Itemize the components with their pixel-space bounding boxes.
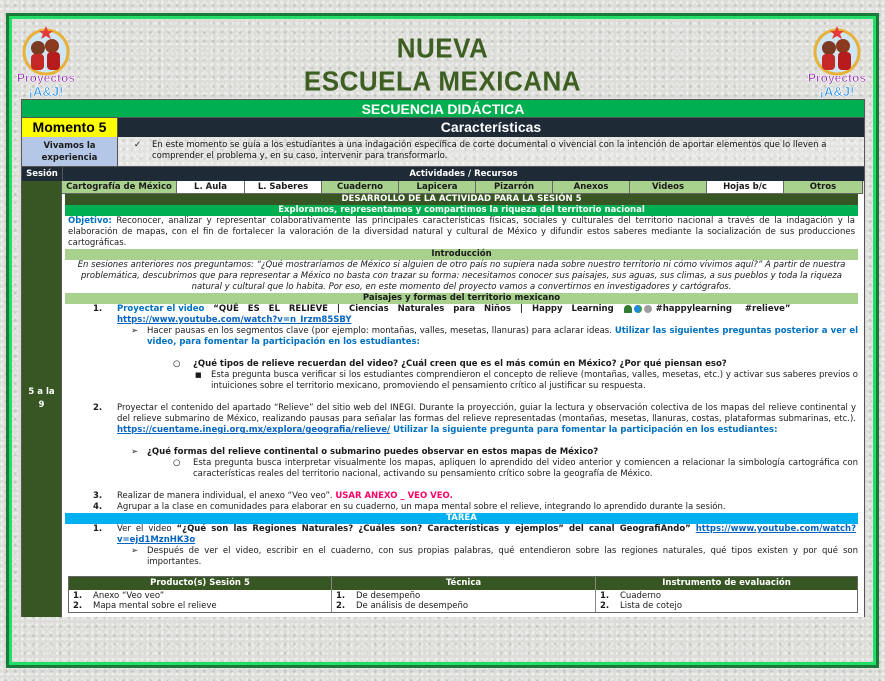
- svg-text:¡A&J!: ¡A&J!: [819, 84, 855, 99]
- resource-cartografia: Cartografía de México: [62, 181, 177, 194]
- product-text: Mapa mental sobre el relieve: [93, 601, 217, 611]
- svg-text:¡A&J!: ¡A&J!: [28, 84, 64, 99]
- technique-cell: [332, 590, 596, 612]
- step-4-text: Agrupar a la clase en comunidades para elaborar en su cuaderno, un mapa mental sobre el relieve, integrando lo aprendido durante la sesión.: [117, 502, 726, 512]
- product-num: 1.: [73, 591, 83, 601]
- resource-anexos: Anexos: [553, 181, 630, 194]
- vivamos-label-line2: experiencia: [41, 152, 98, 163]
- resource-hojas: Hojas b/c: [707, 181, 784, 194]
- resource-cuaderno: Cuaderno: [322, 181, 399, 194]
- momento-label: Momento 5: [22, 118, 118, 137]
- actividades-header-row: [21, 167, 865, 181]
- evaluation-body-row: [69, 590, 857, 612]
- homework-video-title: “¿Qué son las Regiones Naturales? ¿Cuáles son? Características y ejemplos” del canal GeografiAndo”: [176, 524, 691, 534]
- intro-header: Introducción: [65, 249, 858, 260]
- instrument-text: Cuaderno: [620, 591, 662, 601]
- arrow-bullet-icon: ➢: [131, 546, 139, 556]
- technique-text: De análisis de desempeño: [356, 601, 469, 611]
- development-header: DESARROLLO DE LA ACTIVIDAD PARA LA SESIÓN 5: [65, 194, 858, 205]
- step-1-number: 1.: [93, 304, 103, 314]
- instrument-num: 1.: [600, 591, 610, 601]
- development-body: [62, 194, 864, 617]
- tree-icon: [624, 305, 632, 313]
- instrument-item: [600, 601, 857, 611]
- instrument-num: 2.: [600, 601, 610, 611]
- step-1: [65, 304, 858, 326]
- step-1-bullet-highlight: Utilizar las siguientes preguntas posterior a ver el video, para fomentar la participación en los estudiantes:: [147, 326, 858, 347]
- objective-text: Reconocer, analizar y representar colaborativamente las principales características físicas, sociales y culturales del territorio nacional a través de la indagación y la elaboración de mapas, con el fin de fortalecer la valoración de la diversidad natural y cultural de México y difundir estos saberes mediante la socialización de sus producciones cartográficas.: [68, 216, 855, 248]
- step-2-question-note: [65, 458, 858, 480]
- step-2: [65, 403, 858, 436]
- objective-paragraph: [65, 216, 858, 249]
- homework-header: TAREA: [65, 513, 858, 524]
- square-bullet-icon: ■: [195, 371, 202, 379]
- step-1-video-link[interactable]: https://www.youtube.com/watch?v=n_Irzm85SBY: [117, 315, 352, 325]
- actividades-header: Actividades / Recursos: [409, 169, 518, 179]
- technique-item: [336, 601, 595, 611]
- step-4-number: 4.: [93, 502, 103, 512]
- step-1-question-note: [65, 370, 858, 392]
- sesion-value-line2: 9: [38, 400, 45, 410]
- technique-num: 1.: [336, 591, 346, 601]
- step-2-note-text: Esta pregunta busca interpretar visualmente los mapas, apliquen lo aprendido del video anterior y comiencen a relacionar la simbología cartográfica con características reales del territorio nacional, activando su pensamiento crítico sobre la geografía de México.: [193, 458, 858, 479]
- page-title-line2: ESCUELA MEXICANA: [303, 64, 582, 98]
- step-1-question-text: ¿Qué tipos de relieve recuerdan del video? ¿Cuál creen que es el más común en México? ¿Por qué piensan eso?: [193, 359, 727, 369]
- rock-icon: [644, 305, 652, 313]
- resource-pizarron: Pizarrón: [476, 181, 553, 194]
- instrument-cell: [596, 590, 857, 612]
- svg-text:Proyectos: Proyectos: [807, 71, 867, 85]
- homework-item: [65, 524, 858, 546]
- product-item: [73, 601, 331, 611]
- vivamos-row: [21, 137, 865, 167]
- page-title-line1: NUEVA: [396, 31, 489, 65]
- sesion-header: Sesión: [22, 167, 63, 181]
- momento-title: Características: [118, 118, 864, 137]
- instrument-text: Lista de cotejo: [620, 601, 683, 611]
- product-item: [73, 591, 331, 601]
- check-icon: ✓: [134, 140, 142, 150]
- homework-text: Ver el video: [117, 524, 177, 534]
- main-section: [21, 181, 865, 617]
- step-1-note-text: Esta pregunta busca verificar si los estudiantes comprendieron el concepto de relieve (montañas, valles, mesetas, etc.) y activar sus saberes previos o intuiciones sobre el territorio mexicano, promoviendo el pensamiento crítico al justificar su respuesta.: [211, 370, 858, 391]
- resource-l-saberes: L. Saberes: [245, 181, 322, 194]
- resources-row: [62, 181, 864, 194]
- step-1-lead: Proyectar el video: [117, 304, 205, 314]
- circle-bullet-icon: ○: [173, 458, 181, 468]
- section-header: Paisajes y formas del territorio mexicano: [65, 293, 858, 304]
- technique-header: Técnica: [332, 577, 596, 590]
- step-4: [65, 502, 858, 513]
- development-subheader: Exploramos, representamos y compartimos la riqueza del territorio nacional: [65, 205, 858, 216]
- svg-text:Proyectos: Proyectos: [16, 71, 76, 85]
- instrument-header: Instrumento de evaluación: [662, 578, 791, 588]
- homework-bullet-text: Después de ver el video, escribir en el cuaderno, con sus propias palabras, qué entendieron sobre las regiones naturales, qué tipos existen y por qué son importantes.: [147, 546, 858, 567]
- product-num: 2.: [73, 601, 83, 611]
- step-1-hashtags: #happylearning #relieve”: [655, 304, 791, 314]
- step-1-video-title: “QUÉ ES EL RELIEVE | Ciencias Naturales para Niños | Happy Learning: [204, 304, 623, 314]
- technique-num: 2.: [336, 601, 346, 611]
- step-2-text: Proyectar el contenido del apartado “Relieve” del sitio web del INEGI. Durante la proyección, guiar la lectura y observación colectiva de los mapas del relieve continental y del relieve submarino de México, realizando pausas para señalar las formas del relieve representadas (montañas, mesetas, llanuras, costas, plataformas submarinas, etc.).: [117, 403, 856, 424]
- resource-otros: Otros: [784, 181, 863, 194]
- step-2-highlight: Utilizar la siguiente pregunta para fomentar la participación en los estudiantes:: [390, 425, 778, 435]
- technique-text: De desempeño: [356, 591, 421, 601]
- content-area: [62, 181, 864, 617]
- instrument-item: [600, 591, 857, 601]
- intro-paragraph: En sesiones anteriores nos preguntamos: “¿Qué mostraríamos de México si alguien de otro país no supiera nada sobre nuestro territorio ni cómo vivimos aquí?” A partir de nuestra problemática, descubrimos que para representar a México no basta con trazar su forma: necesitamos conocer sus paisajes, sus aguas, sus climas, a sus pueblos y toda la riqueza natural y cultural que lo habita. Por eso, en este momento del proyecto vamos a convertirnos en investigadores y cartógrafos.: [77, 260, 846, 292]
- homework-number: 1.: [93, 524, 103, 534]
- resource-videos: Videos: [630, 181, 707, 194]
- products-cell: [69, 590, 332, 612]
- step-3-highlight: USAR ANEXO _ VEO VEO.: [335, 491, 453, 501]
- evaluation-table: [68, 576, 858, 613]
- arrow-bullet-icon: ➢: [131, 447, 139, 457]
- step-3-text: Realizar de manera individual, el anexo “Veo veo”.: [117, 491, 336, 501]
- step-2-number: 2.: [93, 403, 103, 413]
- circle-bullet-icon: ○: [173, 359, 181, 369]
- vivamos-label: [22, 137, 118, 166]
- homework-video-link[interactable]: https://www.youtube.com/watch?v=ejd1MznHK3o: [117, 524, 857, 545]
- technique-item: [336, 591, 595, 601]
- vivamos-label-line1: Vivamos la: [43, 140, 96, 151]
- sesion-value: [22, 181, 62, 617]
- resource-l-aula: L. Aula: [177, 181, 245, 194]
- didactic-sequence-sheet: [21, 99, 865, 617]
- sequence-band: SECUENCIA DIDÁCTICA: [21, 99, 865, 118]
- globe-icon: [634, 305, 642, 313]
- step-3: [65, 491, 858, 502]
- step-1-bullet: [65, 326, 858, 348]
- product-text: Anexo “Veo veo”: [93, 591, 165, 601]
- step-2-inegi-link[interactable]: https://cuentame.inegi.org.mx/explora/geografia/relieve/: [117, 425, 391, 435]
- step-2-question-text: ¿Qué formas del relieve continental o submarino puedes observar en estos mapas de México?: [147, 447, 599, 457]
- step-2-question: [65, 447, 858, 458]
- vivamos-text: En este momento se guía a los estudiantes a una indagación específica de corte documental o vivencial con la intención de aportar elementos que lo lleven a comprender el problema y, en su caso, intervenir para transformarlo.: [152, 140, 827, 161]
- momento-row: [21, 118, 865, 137]
- products-header: Producto(s) Sesión 5: [69, 577, 332, 590]
- step-3-number: 3.: [93, 491, 103, 501]
- vivamos-description: [118, 137, 864, 166]
- objective-label: Objetivo:: [68, 216, 112, 226]
- homework-bullet: [65, 546, 858, 568]
- step-1-bullet-text: Hacer pausas en los segmentos clave (por ejemplo: montañas, valles, mesetas, llanuras) para aclarar ideas.: [147, 326, 615, 336]
- evaluation-header-row: [69, 577, 857, 590]
- step-1-question: [65, 359, 858, 370]
- arrow-bullet-icon: ➢: [131, 326, 139, 336]
- resource-lapicera: Lapicera: [399, 181, 476, 194]
- sesion-value-line1: 5 a la: [28, 387, 55, 397]
